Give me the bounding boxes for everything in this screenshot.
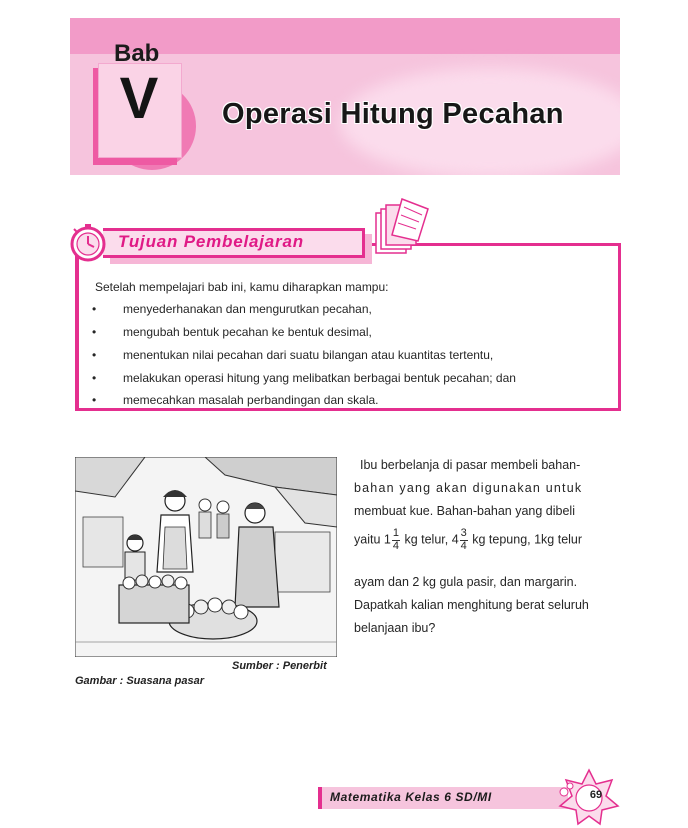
list-item-text: menyederhanakan dan mengurutkan pecahan, bbox=[123, 302, 372, 316]
story-text: yaitu 1 bbox=[354, 532, 391, 547]
chapter-title: Operasi Hitung Pecahan bbox=[222, 98, 564, 130]
fraction-numerator: 3 bbox=[460, 527, 467, 539]
story-line: bahan yang akan digunakan untuk bbox=[354, 481, 583, 495]
fraction-three-quarters bbox=[460, 528, 468, 552]
papers-icon bbox=[372, 195, 432, 257]
footer-book-title: Matematika Kelas 6 SD/MI bbox=[330, 790, 492, 804]
fraction-denominator: 4 bbox=[392, 539, 399, 552]
list-item-text: memecahkan masalah perbandingan dan skala. bbox=[123, 393, 379, 407]
story-text: kg tepung, 1kg telur bbox=[468, 532, 583, 547]
story-line: ayam dan 2 kg gula pasir, dan margarin. bbox=[354, 575, 578, 589]
story-line-with-fractions bbox=[354, 528, 618, 552]
list-item-text: melakukan operasi hitung yang melibatkan berbagai bentuk pecahan; dan bbox=[123, 371, 516, 385]
list-item-text: mengubah bentuk pecahan ke bentuk desimal, bbox=[123, 325, 372, 339]
market-illustration bbox=[75, 457, 337, 657]
objectives-heading: Tujuan Pembelajaran bbox=[118, 232, 304, 251]
fraction-one-quarter bbox=[392, 528, 400, 552]
story-line: Dapatkah kalian menghitung berat seluruh bbox=[354, 598, 589, 612]
fraction-numerator: 1 bbox=[392, 527, 399, 539]
story-text: kg telur, 4 bbox=[400, 532, 459, 547]
story-line: membuat kue. Bahan-bahan yang dibeli bbox=[354, 504, 575, 518]
chapter-number: V bbox=[119, 66, 159, 131]
bullet: • bbox=[92, 371, 97, 385]
objectives-intro: Setelah mempelajari bab ini, kamu diharapkan mampu: bbox=[95, 280, 389, 294]
bullet: • bbox=[92, 302, 97, 316]
bullet: • bbox=[92, 348, 97, 362]
chapter-label: Bab bbox=[114, 40, 160, 67]
fraction-denominator: 4 bbox=[460, 539, 467, 552]
story-line: belanjaan ibu? bbox=[354, 621, 436, 635]
bullet: • bbox=[92, 393, 97, 407]
clock-icon bbox=[68, 223, 108, 263]
list-item-text: menentukan nilai pecahan dari suatu bilangan atau kuantitas tertentu, bbox=[123, 348, 494, 362]
figure-caption: Gambar : Suasana pasar bbox=[75, 675, 205, 687]
figure-source: Sumber : Penerbit bbox=[232, 660, 327, 672]
page-number: 69 bbox=[589, 789, 603, 801]
story-line: Ibu berbelanja di pasar membeli bahan- bbox=[360, 458, 581, 472]
bullet: • bbox=[92, 325, 97, 339]
